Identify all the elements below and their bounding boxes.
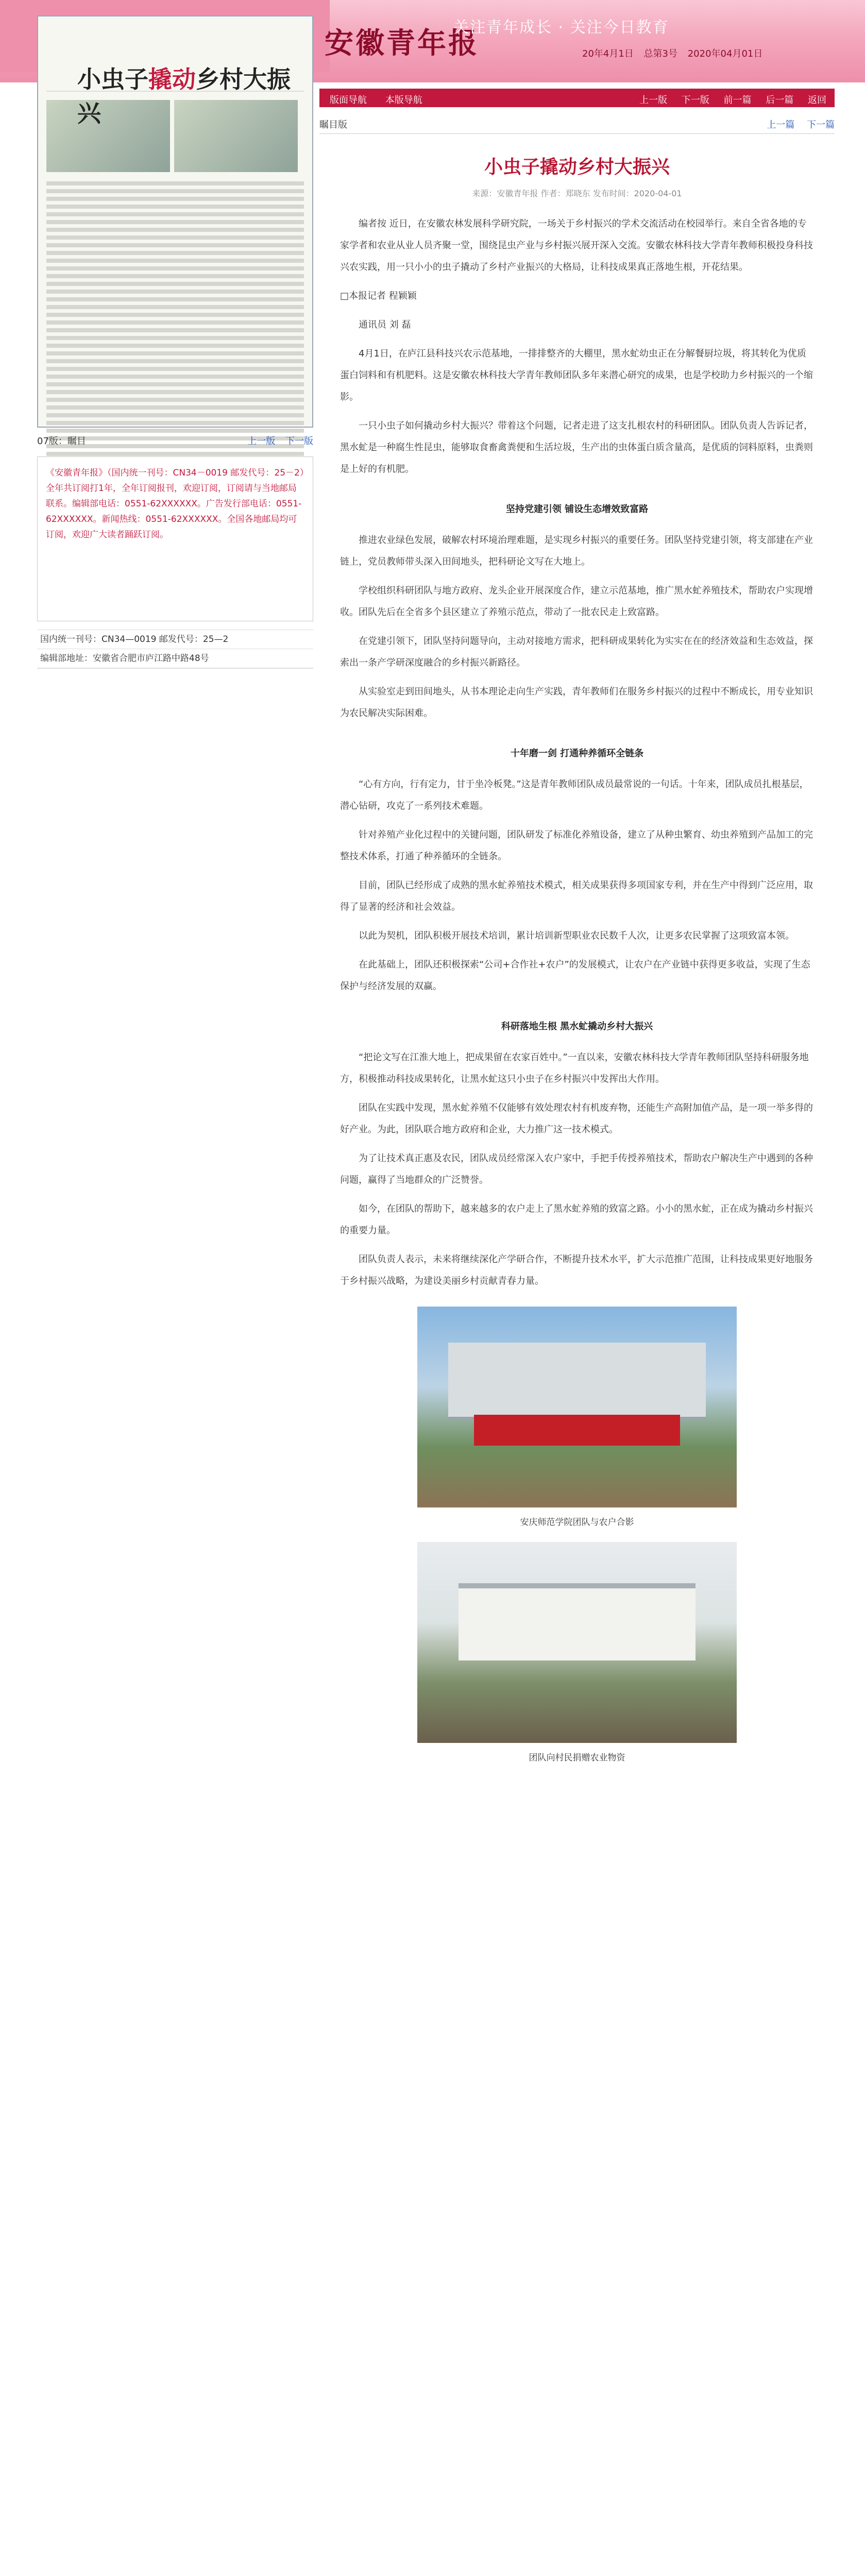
breadcrumb xyxy=(319,113,835,134)
next-article-link[interactable]: 下一篇 xyxy=(807,120,835,130)
figure-caption: 团队向村民捐赠农业物资 xyxy=(529,1753,625,1763)
article-meta: 来源：安徽青年报 作者：郑晓东 发布时间：2020-04-01 xyxy=(472,189,682,198)
byline: 通讯员 刘 磊 xyxy=(359,319,411,330)
article xyxy=(319,113,835,1763)
nav-bar xyxy=(319,89,835,107)
nav-section-nav[interactable]: 本版导航 xyxy=(385,95,422,106)
paragraph: 为了让技术真正惠及农民，团队成员经常深入农户家中，手把手传授养殖技术，帮助农户解决生产中遇到的各种问题，赢得了当地群众的广泛赞誉。 xyxy=(340,1153,813,1185)
newspaper-info xyxy=(37,630,313,669)
thumbnail-title-suffix: 乡村大振兴 xyxy=(77,65,291,127)
article-lead: 编者按 近日，在安徽农林发展科学研究院，一场关于乡村振兴的学术交流活动在校园举行。来自全省各地的专家学者和农业从业人员齐聚一堂，围绕昆虫产业与乡村振兴展开深入交流。安徽农林科技大学青年教师积极投身科技兴农实践，用一只小小的虫子撬动了乡村产业振兴的大格局，让科技成果真正落地生根，开花结果。 xyxy=(340,218,813,273)
paragraph: 学校组织科研团队与地方政府、龙头企业开展深度合作，建立示范基地，推广黑水虻养殖技术，帮助农户实现增收。团队先后在全省多个县区建立了养殖示范点，带动了一批农民走上致富路。 xyxy=(340,585,813,618)
figure-caption: 安庆师范学院团队与农户合影 xyxy=(520,1517,634,1528)
section-heading: 科研落地生根 黑水虻撬动乡村大振兴 xyxy=(501,1021,653,1032)
nav-next-page[interactable]: 下一版 xyxy=(681,95,709,106)
building-shape xyxy=(448,1343,706,1420)
page-links xyxy=(240,434,313,447)
nav-back[interactable]: 返回 xyxy=(808,95,826,106)
paper-name: 安徽青年报 xyxy=(325,26,479,60)
section-heading: 坚持党建引领 铺设生态增效致富路 xyxy=(505,504,649,515)
paragraph: 目前，团队已经形成了成熟的黑水虻养殖技术模式，相关成果获得多项国家专利，并在生产中得到广泛应用，取得了显著的经济和社会效益。 xyxy=(340,880,813,912)
paragraph: 如今，在团队的帮助下，越来越多的农户走上了黑水虻养殖的致富之路。小小的黑水虻，正在成为撬动乡村振兴的重要力量。 xyxy=(340,1204,813,1236)
nav-prev-article[interactable]: 前一篇 xyxy=(723,95,752,106)
article-figure xyxy=(319,1542,835,1763)
nav-next-article[interactable]: 后一篇 xyxy=(766,95,794,106)
group-photo xyxy=(417,1307,737,1507)
page-label: 07版：瞩目 xyxy=(37,436,86,447)
section-heading: 十年磨一剑 打通种养循环全链条 xyxy=(510,748,644,759)
paragraph: 以此为契机，团队积极开展技术培训，累计培训新型职业农民数千人次，让更多农民掌握了这项致富本领。 xyxy=(359,930,794,941)
publish-date: 2020年04月01日 xyxy=(687,48,763,59)
thumbnail-title-prefix: 小虫子 xyxy=(77,65,148,93)
paragraph: 团队负责人表示，未来将继续深化产学研合作，不断提升技术水平，扩大示范推广范围，让科技成果更好地服务于乡村振兴战略，为建设美丽乡村贡献青春力量。 xyxy=(340,1254,813,1286)
prev-article-link[interactable]: 上一篇 xyxy=(767,120,795,130)
byline: □本报记者 程颖颖 xyxy=(340,291,417,301)
issue-number: 总第3号 xyxy=(643,48,677,59)
info-line: 国内统一刊号：CN34—0019 邮发代号：25—2 xyxy=(37,630,313,649)
nav-prev-page[interactable]: 上一版 xyxy=(639,95,668,106)
paragraph: 4月1日，在庐江县科技兴农示范基地，一排排整齐的大棚里，黑水虻幼虫正在分解餐厨垃圾，将其转化为优质蛋白饲料和有机肥料。这是安徽农林科技大学青年教师团队多年来潜心研究的成果，也是学校助力乡村振兴的一个缩影。 xyxy=(340,348,813,402)
prev-page-link[interactable]: 上一版 xyxy=(247,436,276,447)
paragraph: “把论文写在江淮大地上，把成果留在农家百姓中。”一直以来，安徽农林科技大学青年教师团队坚持科研服务地方，积极推动科技成果转化，让黑水虻这只小虫子在乡村振兴中发挥出大作用。 xyxy=(340,1052,809,1084)
paragraph: 在党建引领下，团队坚持问题导向，主动对接地方需求，把科研成果转化为实实在在的经济效益和生态效益，探索出一条产学研深度融合的乡村振兴新路径。 xyxy=(340,636,813,668)
red-banner-shape xyxy=(474,1415,680,1446)
paragraph: 一只小虫子如何撬动乡村大振兴？带着这个问题，记者走进了这支扎根农村的科研团队。团队负责人告诉记者，黑水虻是一种腐生性昆虫，能够取食畜禽粪便和生活垃圾，生产出的虫体蛋白质含量高，是优质的饲料原料，虫粪则是上好的有机肥。 xyxy=(340,420,813,474)
paragraph: 团队在实践中发现，黑水虻养殖不仅能够有效处理农村有机废弃物，还能生产高附加值产品，是一项一举多得的好产业。为此，团队联合地方政府和企业，大力推广这一技术模式。 xyxy=(340,1103,813,1135)
newspaper-intro-box xyxy=(37,456,313,621)
issue-info xyxy=(582,46,770,60)
paragraph: 针对养殖产业化过程中的关键问题，团队研发了标准化养殖设备，建立了从种虫繁育、幼虫养殖到产品加工的完整技术体系，打通了种养循环的全链条。 xyxy=(340,829,813,862)
page-thumbnail[interactable] xyxy=(37,15,313,428)
paragraph: 在此基础上，团队还积极探索“公司+合作社+农户”的发展模式，让农户在产业链中获得更多收益，实现了生态保护与经济发展的双赢。 xyxy=(340,959,810,992)
info-line: 编辑部地址：安徽省合肥市庐江路中路48号 xyxy=(37,649,313,668)
article-title: 小虫子撬动乡村大振兴 xyxy=(484,157,670,178)
paragraph: “心有方向，行有定力，甘于坐冷板凳。”这是青年教师团队成员最常说的一句话。十年来，团队成员扎根基层，潜心钻研，攻克了一系列技术难题。 xyxy=(340,779,809,811)
article-figure xyxy=(319,1307,835,1528)
thumbnail-title xyxy=(77,61,304,129)
header-slogan: 关注青年成长 · 关注今日教育 xyxy=(453,19,669,37)
paragraph: 推进农业绿色发展，破解农村环境治理难题，是实现乡村振兴的重要任务。团队坚持党建引领，将支部建在产业链上，党员教师带头深入田间地头，把科研论文写在大地上。 xyxy=(340,535,813,567)
paragraph: 从实验室走到田间地头，从书本理论走向生产实践，青年教师们在服务乡村振兴的过程中不断成长，用专业知识为农民解决实际困难。 xyxy=(340,686,813,719)
breadcrumb-section[interactable]: 瞩目版 xyxy=(319,120,347,130)
issue-date: 20年4月1日 xyxy=(582,48,634,59)
thumbnail-title-accent: 撬动 xyxy=(148,65,196,93)
donation-photo xyxy=(417,1542,737,1743)
thumbnail-head xyxy=(46,25,304,127)
nav-page-nav[interactable]: 版面导航 xyxy=(330,95,367,106)
greenhouse-shape xyxy=(459,1583,696,1660)
article-body xyxy=(319,213,835,1292)
next-page-link[interactable]: 下一版 xyxy=(285,436,313,447)
newspaper-intro: 《安徽青年报》（国内统一刊号：CN34－0019 邮发代号：25－2）全年共订阅打1年，全年订阅报刊，欢迎订阅，订阅请与当地邮局联系。编辑部电话：0551-62XXXXXX。广告发行部电话：0551-62XXXXXX。新闻热线：0551-62XXXXXX。全国各地邮局均可订阅，欢迎广大读者踊跃订阅。 xyxy=(46,468,304,540)
